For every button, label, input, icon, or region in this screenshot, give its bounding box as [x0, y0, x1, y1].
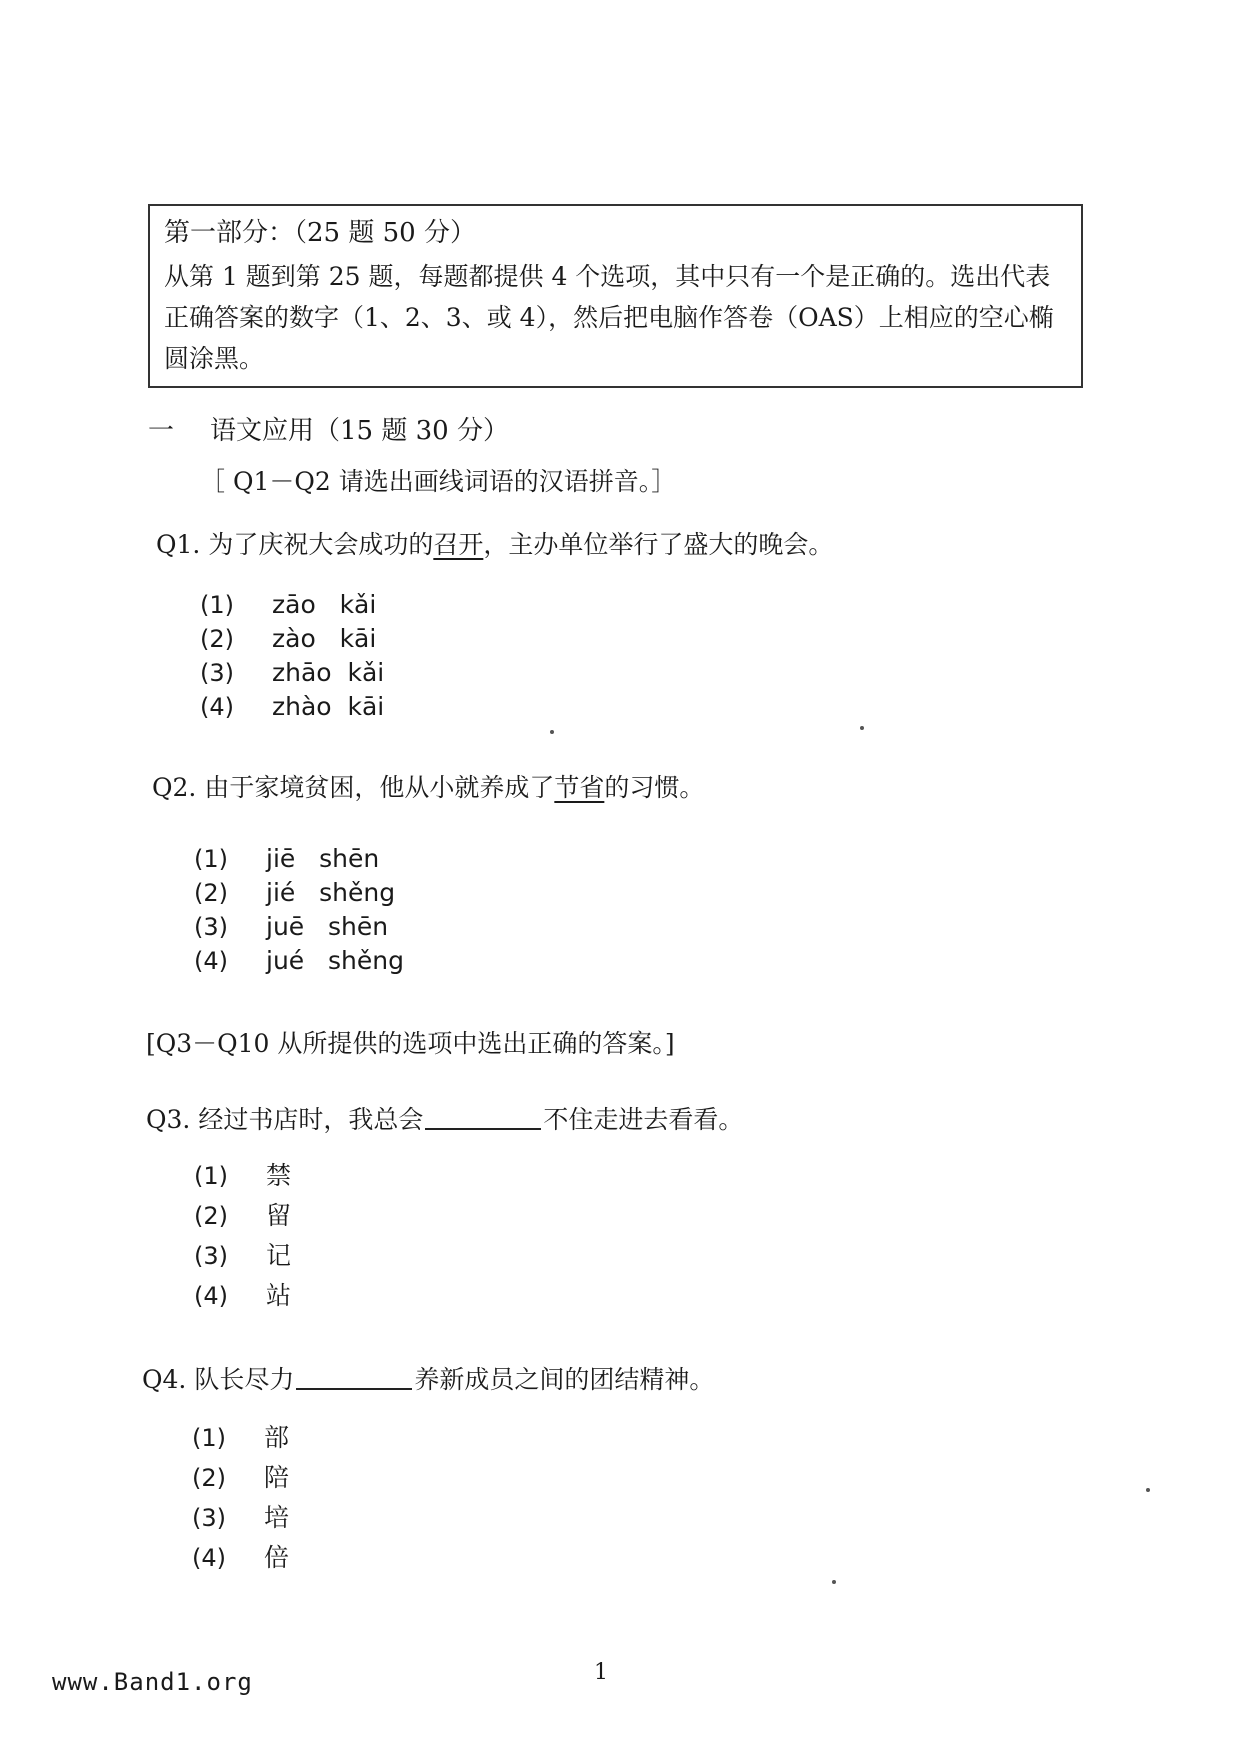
option-text: zhāo kǎi	[272, 658, 385, 687]
option	[192, 1458, 289, 1498]
option-number: (1)	[200, 591, 234, 619]
option	[194, 1236, 291, 1276]
option	[194, 910, 404, 944]
question-q4	[142, 1360, 714, 1396]
option-text: jiē shēn	[266, 844, 380, 873]
question-q1	[156, 525, 833, 561]
scan-speck	[550, 730, 554, 734]
option	[200, 690, 384, 724]
option-text: jué shěng	[266, 946, 404, 975]
question-label: Q2.	[152, 773, 197, 802]
page-number: 1	[594, 1660, 608, 1685]
option	[194, 1196, 291, 1236]
option-number: (2)	[200, 625, 234, 653]
options-q2	[194, 842, 404, 978]
option-text: 陪	[264, 1463, 290, 1492]
question-text-before: 经过书店时，我总会	[198, 1105, 424, 1134]
option-number: (3)	[194, 1242, 228, 1270]
option	[192, 1498, 289, 1538]
question-label: Q1.	[156, 530, 201, 559]
option-text: 倍	[264, 1543, 290, 1572]
option-number: (4)	[194, 947, 228, 975]
option	[200, 622, 384, 656]
instruction-q1-q2: ［ Q1－Q2 请选出画线词语的汉语拼音。］	[200, 467, 677, 496]
option-text: 站	[266, 1281, 292, 1310]
option	[194, 842, 404, 876]
scan-speck	[860, 726, 864, 730]
footer-site: www.Band1.org	[52, 1668, 253, 1696]
question-text-after: ，主办单位举行了盛大的晚会。	[483, 530, 834, 559]
option-number: (4)	[192, 1544, 226, 1572]
option-number: (2)	[194, 879, 228, 907]
options-q4	[192, 1418, 289, 1578]
instructions-box	[148, 204, 1083, 388]
option-text: 禁	[266, 1161, 292, 1190]
option	[194, 1156, 291, 1196]
options-q1	[200, 588, 384, 724]
option-number: (2)	[192, 1464, 226, 1492]
question-q2	[152, 768, 704, 804]
option-number: (4)	[194, 1282, 228, 1310]
option	[192, 1418, 289, 1458]
scan-speck	[832, 1580, 836, 1584]
option-text: 留	[266, 1201, 292, 1230]
section-number: 一	[148, 416, 175, 446]
option	[194, 1276, 291, 1316]
instructions-heading: 第一部分：（25 题 50 分）	[164, 218, 476, 248]
question-label: Q3.	[146, 1105, 191, 1134]
options-q3	[194, 1156, 291, 1316]
option	[194, 944, 404, 978]
option-text: 部	[264, 1423, 290, 1452]
instruction-q3-q10: [Q3－Q10 从所提供的选项中选出正确的答案。]	[146, 1029, 675, 1058]
option	[200, 656, 384, 690]
section-heading	[148, 410, 509, 447]
answer-blank	[296, 1364, 412, 1390]
scan-speck	[1146, 1488, 1150, 1492]
option-number: (1)	[194, 845, 228, 873]
question-text-before: 队长尽力	[194, 1365, 295, 1394]
option	[192, 1538, 289, 1578]
option	[194, 876, 404, 910]
option-number: (3)	[192, 1504, 226, 1532]
answer-blank	[425, 1104, 541, 1130]
option-number: (2)	[194, 1202, 228, 1230]
option-text: zhào kāi	[272, 692, 385, 721]
question-label: Q4.	[142, 1365, 187, 1394]
option-number: (4)	[200, 693, 234, 721]
option-number: (1)	[192, 1424, 226, 1452]
option-text: juē shēn	[266, 912, 389, 941]
option	[200, 588, 384, 622]
question-text-after: 不住走进去看看。	[543, 1105, 744, 1134]
option-text: zào kāi	[272, 624, 377, 653]
option-number: (3)	[200, 659, 234, 687]
option-number: (1)	[194, 1162, 228, 1190]
question-text-before: 为了庆祝大会成功的	[208, 530, 434, 559]
option-text: 记	[266, 1241, 292, 1270]
option-text: jié shěng	[266, 878, 396, 907]
question-text-after: 的习惯。	[604, 773, 705, 802]
underlined-word: 召开	[433, 530, 484, 559]
question-q3	[146, 1100, 743, 1136]
instructions-body: 从第 1 题到第 25 题，每题都提供 4 个选项，其中只有一个是正确的。选出代表正确答案的数字（1、2、3、或 4），然后把电脑作答卷（OAS）上相应的空心椭圆涂黑。	[164, 262, 1054, 373]
section-title: 语文应用（15 题 30 分）	[210, 416, 509, 446]
question-text-before: 由于家境贫困，他从小就养成了	[204, 773, 555, 802]
option-text: zāo kǎi	[272, 590, 377, 619]
option-text: 培	[264, 1503, 290, 1532]
question-text-after: 养新成员之间的团结精神。	[414, 1365, 715, 1394]
underlined-word: 节省	[554, 773, 605, 802]
option-number: (3)	[194, 913, 228, 941]
